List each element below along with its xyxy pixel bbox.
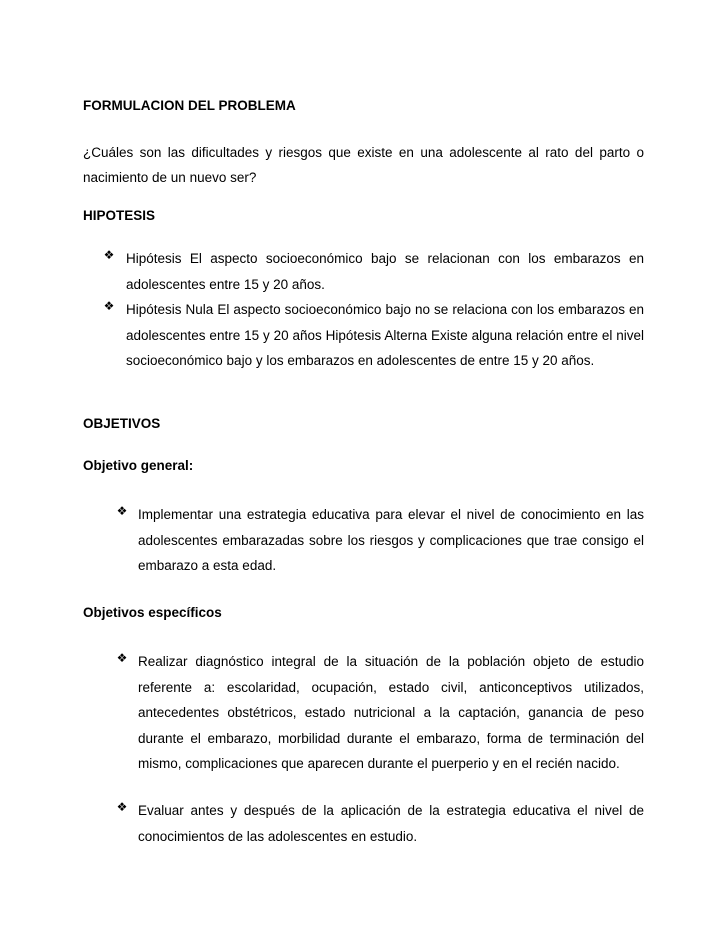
- problem-heading: FORMULACION DEL PROBLEMA: [83, 98, 296, 113]
- diamond-bullet-icon: ❖: [116, 651, 128, 665]
- general-objective-heading: Objetivo general:: [83, 458, 194, 473]
- specific-objective-item: Evaluar antes y después de la aplicación de la estrategia educativa el nivel de conocimientos de las adolescentes en estudio.: [138, 803, 644, 844]
- objectives-heading: OBJETIVOS: [83, 416, 161, 431]
- hypothesis-heading: HIPOTESIS: [83, 208, 156, 223]
- specific-objectives-heading: Objetivos específicos: [83, 605, 222, 620]
- diamond-bullet-icon: ❖: [103, 248, 115, 262]
- hypothesis-item: Hipótesis Nula El aspecto socioeconómico bajo no se relaciona con los embarazos en adolescentes entre 15 y 20 años Hipótesis Alterna Existe alguna relación entre el nivel socioeconómico bajo y los embarazos en adolescentes de entre 15 y 20 años.: [126, 302, 644, 368]
- diamond-bullet-icon: ❖: [116, 504, 128, 518]
- diamond-bullet-icon: ❖: [116, 800, 128, 814]
- hypothesis-item: Hipótesis El aspecto socioeconómico bajo se relacionan con los embarazos en adolescentes entre 15 y 20 años.: [126, 251, 644, 292]
- specific-objective-item: Realizar diagnóstico integral de la situación de la población objeto de estudio referente a: escolaridad, ocupación, estado civil, anticonceptivos utilizados, antecedentes obstétricos, estado nutricional a la captación, ganancia de peso durante el embarazo, morbilidad durante el embarazo, forma de terminación del mismo, complicaciones que aparecen durante el puerperio y en el recién nacido.: [138, 654, 644, 771]
- general-objective-item: Implementar una estrategia educativa para elevar el nivel de conocimiento en las adolescentes embarazadas sobre los riesgos y complicaciones que trae consigo el embarazo a esta edad.: [138, 507, 644, 573]
- problem-question: ¿Cuáles son las dificultades y riesgos que existe en una adolescente al rato del parto o nacimiento de un nuevo ser?: [83, 145, 644, 185]
- diamond-bullet-icon: ❖: [103, 299, 115, 313]
